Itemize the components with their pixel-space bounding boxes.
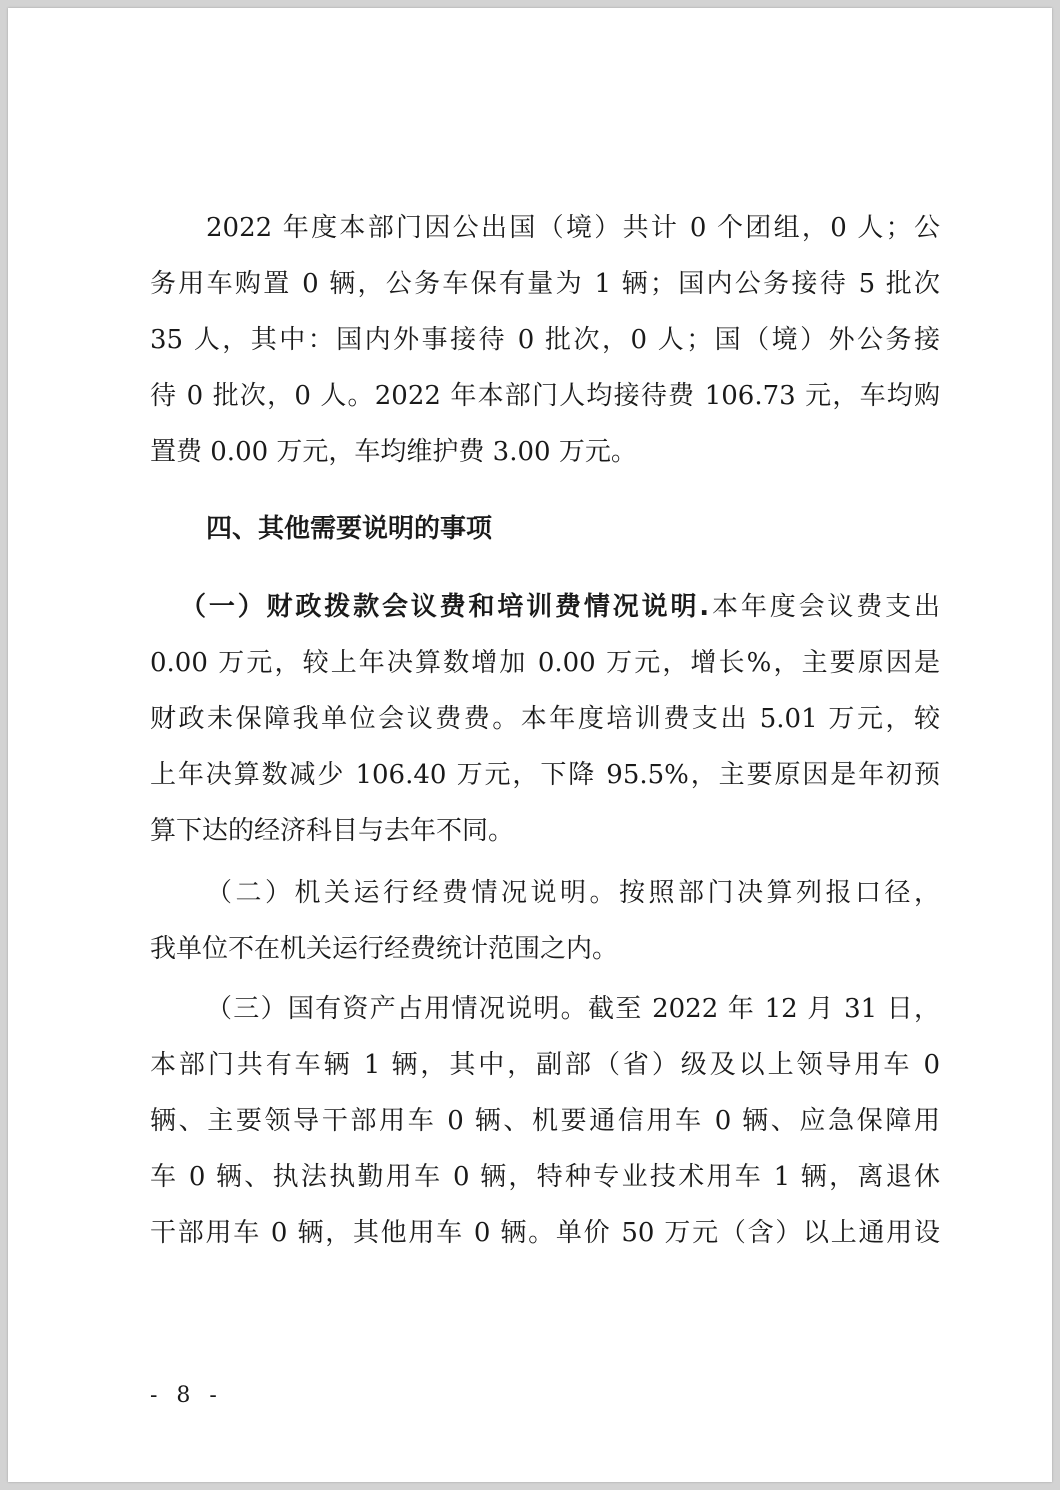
text-line: 2022 年度本部门因公出国（境）共计 0 个团组，0 人；公 [206, 213, 940, 243]
text-line: 本部门共有车辆 1 辆，其中，副部（省）级及以上领导用车 0 [150, 1050, 940, 1080]
text-line: 我单位不在机关运行经费统计范围之内。 [150, 934, 619, 964]
document-page [8, 8, 1052, 1482]
text-line: 务用车购置 0 辆，公务车保有量为 1 辆；国内公务接待 5 批次 [150, 269, 940, 299]
text-line [150, 579, 940, 635]
paragraph-outbound-travel [150, 200, 940, 480]
paragraph-meeting-training [150, 579, 940, 859]
text-line: 算下达的经济科目与去年不同。 [150, 816, 515, 846]
text-fragment: 本年度会议费支出 [709, 592, 940, 622]
section-heading: 四、其他需要说明的事项 [206, 514, 493, 544]
text-line: 置费 0.00 万元，车均维护费 3.00 万元。 [150, 437, 637, 467]
text-line: 财政未保障我单位会议费费。本年度培训费支出 5.01 万元，较 [150, 704, 940, 734]
text-line: 干部用车 0 辆，其他用车 0 辆。单价 50 万元（含）以上通用设 [150, 1218, 940, 1248]
page-number: - 8 - [150, 1383, 223, 1408]
text-line: 辆、主要领导干部用车 0 辆、机要通信用车 0 辆、应急保障用 [150, 1106, 940, 1136]
text-line: 0.00 万元，较上年决算数增加 0.00 万元，增长%，主要原因是 [150, 648, 940, 678]
text-line: 上年决算数减少 106.40 万元，下降 95.5%，主要原因是年初预 [150, 760, 940, 790]
paragraph-state-assets [150, 981, 940, 1261]
text-line: 车 0 辆、执法执勤用车 0 辆，特种专业技术用车 1 辆，离退休 [150, 1162, 940, 1192]
subsection-title: （一）财政拨款会议费和培训费情况说明. [180, 592, 710, 622]
paragraph-operating-expenses [150, 865, 940, 977]
text-line: （二）机关运行经费情况说明。按照部门决算列报口径， [206, 878, 940, 908]
text-line: （三）国有资产占用情况说明。截至 2022 年 12 月 31 日， [206, 994, 940, 1024]
text-line: 35 人，其中：国内外事接待 0 批次，0 人；国（境）外公务接 [150, 325, 940, 355]
text-line: 待 0 批次，0 人。2022 年本部门人均接待费 106.73 元，车均购 [150, 381, 940, 411]
